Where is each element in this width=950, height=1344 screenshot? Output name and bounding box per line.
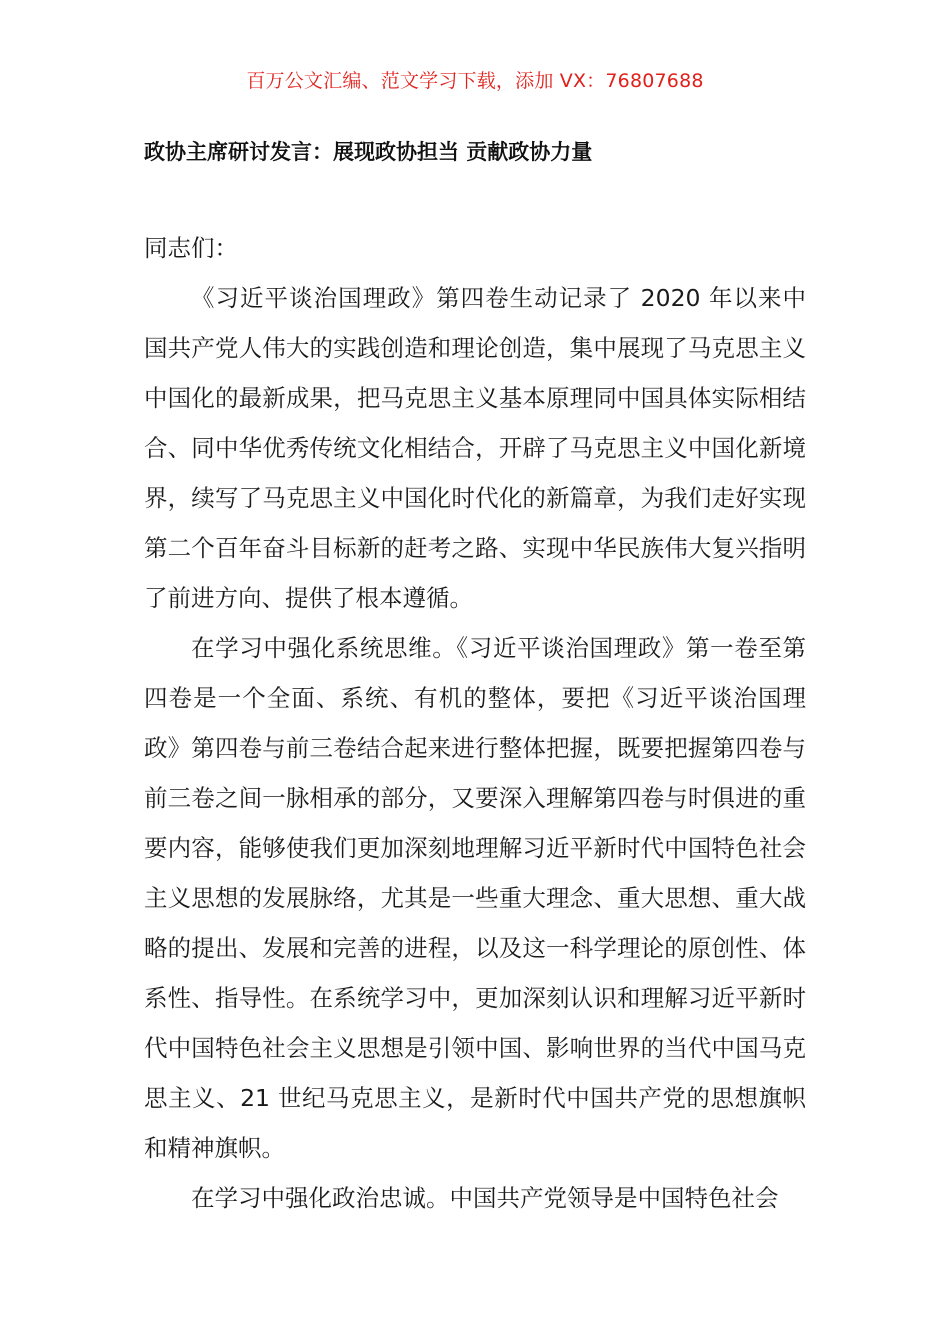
paragraph-3: 在学习中强化政治忠诚。中国共产党领导是中国特色社会 xyxy=(191,1184,779,1212)
document-body xyxy=(144,223,806,1223)
header-promo-note: 百万公文汇编、范文学习下载，添加 VX：76807688 xyxy=(246,70,704,92)
salutation: 同志们： xyxy=(144,234,238,262)
document-title: 政协主席研讨发言：展现政协担当 贡献政协力量 xyxy=(144,140,593,164)
paragraph-1: 《习近平谈治国理政》第四卷生动记录了 2020 年以来中国共产党人伟大的实践创造和理论创造，集中展现了马克思主义中国化的最新成果，把马克思主义基本原理同中国具体实际相结合、同中华优秀传统文化相结合，开辟了马克思主义中国化新境界，续写了马克思主义中国化时代化的新篇章，为我们走好实现第二个百年奋斗目标新的赶考之路、实现中华民族伟大复兴指明了前进方向、提供了根本遵循。 xyxy=(144,284,806,612)
paragraph-2: 在学习中强化系统思维。《习近平谈治国理政》第一卷至第四卷是一个全面、系统、有机的整体，要把《习近平谈治国理政》第四卷与前三卷结合起来进行整体把握，既要把握第四卷与前三卷之间一脉相承的部分，又要深入理解第四卷与时俱进的重要内容，能够使我们更加深刻地理解习近平新时代中国特色社会主义思想的发展脉络，尤其是一些重大理念、重大思想、重大战略的提出、发展和完善的进程，以及这一科学理论的原创性、体系性、指导性。在系统学习中，更加深刻认识和理解习近平新时代中国特色社会主义思想是引领中国、影响世界的当代中国马克思主义、21 世纪马克思主义，是新时代中国共产党的思想旗帜和精神旗帜。 xyxy=(144,634,806,1162)
